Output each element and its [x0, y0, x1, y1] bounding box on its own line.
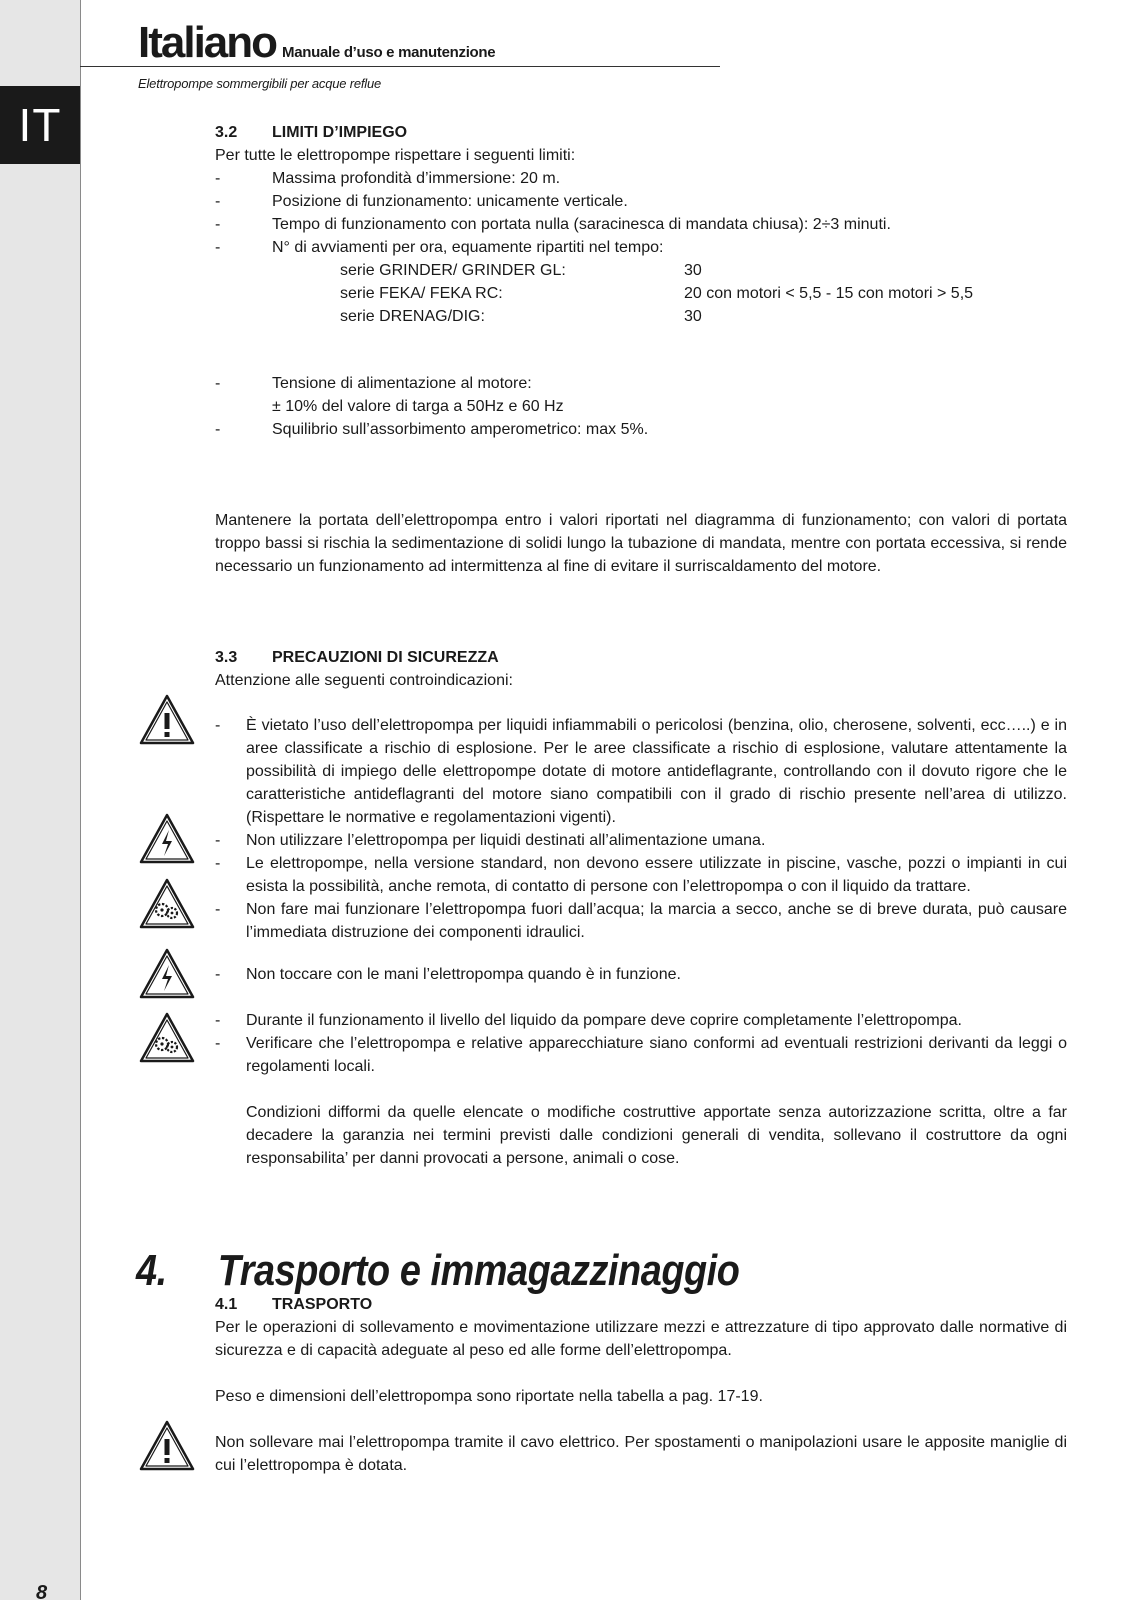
- section-3-3-list-c: [215, 1009, 1067, 1170]
- bullet-dash: -: [215, 855, 221, 872]
- list-item: [215, 714, 1067, 829]
- header-subtitle: Manuale d’uso e manutenzione: [282, 44, 496, 61]
- series-row: [215, 259, 1067, 282]
- list-item-text: Le elettropompe, nella versione standard, non devono essere utilizzate in piscine, vasche, pozzi o impianti in cui esista la possibilità, anche remota, di contatto di persone con l’elettropompa o con il liquido da trattare.: [246, 855, 1067, 895]
- series-value: 20 con motori < 5,5 - 15 con motori > 5,5: [684, 285, 974, 302]
- rotating-parts-icon: [138, 877, 196, 931]
- list-item-text: È vietato l’uso dell’elettropompa per liquidi infiammabili o pericolosi (benzina, olio, cherosene, solventi, ecc…..) e in aree classificate a rischio di esplosione. Per le aree classificate a rischio di esplosione, valutare attentamente la possibilità di impiego delle elettropompe dotate di motore antideflagrante, controllando con il dovuto rigore che le caratteristiche antideflagranti del motore siano compatibili con il grado di rischio presente nell’area di utilizzo. (Rispettare le normative e regolamentazioni vigenti).: [246, 717, 1067, 826]
- bullet-dash: -: [215, 375, 221, 392]
- series-name: serie DRENAG/DIG:: [340, 308, 485, 325]
- series-row: [215, 305, 1067, 328]
- section-title: PRECAUZIONI DI SICUREZZA: [272, 649, 499, 666]
- list-item-text: Posizione di funzionamento: unicamente verticale.: [272, 193, 628, 210]
- list-item-text: Non utilizzare l’elettropompa per liquidi destinati all’alimentazione umana.: [246, 832, 766, 849]
- list-item: [215, 1009, 1067, 1032]
- bullet-dash: -: [215, 421, 221, 438]
- list-item-text: N° di avviamenti per ora, equamente ripartiti nel tempo:: [272, 239, 664, 256]
- bullet-dash: -: [215, 239, 221, 256]
- section-title: TRASPORTO: [272, 1296, 373, 1313]
- bullet-dash: -: [215, 966, 221, 983]
- chapter-title: Trasporto e immagazzinaggio: [217, 1246, 740, 1295]
- list-item: [215, 236, 1067, 259]
- bullet-dash: -: [215, 717, 221, 734]
- header-title-line: [138, 18, 495, 68]
- series-name: serie GRINDER/ GRINDER GL:: [340, 262, 566, 279]
- list-item: [215, 829, 1067, 852]
- body-paragraph: Mantenere la portata dell’elettropompa entro i valori riportati nel diagramma di funzionamento; con valori di portata troppo bassi si rischia la sedimentazione di solidi lungo la tubazione di mandata, mentre con portata eccessiva, si rende necessario un funzionamento ad intermittenza al fine di evitare il surriscaldamento del motore.: [215, 512, 1067, 575]
- section-3-3: [215, 646, 1067, 692]
- section-3-3-list: [215, 714, 1067, 944]
- list-item-text: Non toccare con le mani l’elettropompa quando è in funzione.: [246, 966, 681, 983]
- warning-icon: [138, 1419, 196, 1473]
- section-4-1: [215, 1293, 1067, 1477]
- rotating-parts-icon: [138, 1011, 196, 1065]
- warning-icon: [138, 693, 196, 747]
- section-heading: [215, 1293, 1067, 1316]
- body-paragraph: Peso e dimensioni dell’elettropompa sono riportate nella tabella a pag. 17-19.: [215, 1388, 763, 1405]
- section-3-2-paragraph: [215, 509, 1067, 578]
- closing-paragraph: Condizioni difformi da quelle elencate o modifiche costruttive apportate senza autorizzazione scritta, oltre a far decadere la garanzia nei termini previsti dalle condizioni generali di vendita, sollevano il costruttore da ogni responsabilita’ per danni provocati a persone, animali o cose.: [246, 1104, 1067, 1167]
- list-item-text: Durante il funzionamento il livello del liquido da pompare deve coprire completamente l’elettropompa.: [246, 1012, 962, 1029]
- header-title: Italiano: [138, 18, 277, 67]
- series-name: serie FEKA/ FEKA RC:: [340, 285, 503, 302]
- list-item-text: Massima profondità d’immersione: 20 m.: [272, 170, 561, 187]
- series-value: 30: [684, 308, 702, 325]
- electrical-hazard-icon: [138, 947, 196, 1001]
- list-item: [215, 1032, 1067, 1078]
- chapter-heading: [136, 1246, 739, 1296]
- list-item: [215, 167, 1067, 190]
- list-item-text: Squilibrio sull’assorbimento amperometrico: max 5%.: [272, 421, 649, 438]
- language-tab: IT: [0, 86, 80, 164]
- section-3-2: [215, 121, 1067, 328]
- section-number: 4.1: [215, 1296, 238, 1313]
- bullet-dash: -: [215, 1035, 221, 1052]
- bullet-dash: -: [215, 170, 221, 187]
- list-item: [215, 852, 1067, 898]
- section-3-3-list-b: [215, 963, 1067, 986]
- electrical-hazard-icon: [138, 812, 196, 866]
- section-title: LIMITI D’IMPIEGO: [272, 124, 408, 141]
- series-value: 30: [684, 262, 702, 279]
- list-item: [215, 190, 1067, 213]
- list-item-text: Tempo di funzionamento con portata nulla (saracinesca di mandata chiusa): 2÷3 minuti.: [272, 216, 891, 233]
- section-number: 3.3: [215, 649, 238, 666]
- list-item: [215, 372, 1067, 395]
- list-item: [215, 418, 1067, 441]
- list-item-text: Tensione di alimentazione al motore:: [272, 375, 532, 392]
- voltage-detail: ± 10% del valore di targa a 50Hz e 60 Hz: [272, 398, 564, 415]
- bullet-dash: -: [215, 1012, 221, 1029]
- header-rule: [80, 66, 720, 67]
- section-intro: Attenzione alle seguenti controindicazioni:: [215, 672, 513, 689]
- body-paragraph: Non sollevare mai l’elettropompa tramite il cavo elettrico. Per spostamenti o manipolazioni usare le apposite maniglie di cui l’elettropompa è dotata.: [215, 1434, 1067, 1474]
- header-tagline: Elettropompe sommergibili per acque reflue: [138, 76, 382, 91]
- bullet-dash: -: [215, 193, 221, 210]
- section-heading: [215, 121, 1067, 144]
- page-number: 8: [36, 1582, 48, 1604]
- body-paragraph: Per le operazioni di sollevamento e movimentazione utilizzare mezzi e attrezzature di tipo approvato dalle normative di sicurezza e di capacità adeguate al peso ed alle forme dell’elettropompa.: [215, 1319, 1067, 1359]
- list-item-text: Non fare mai funzionare l’elettropompa fuori dall’acqua; la marcia a secco, anche se di breve durata, può causare l’immediata distruzione dei componenti idraulici.: [246, 901, 1067, 941]
- side-strip: [0, 0, 81, 1600]
- chapter-number: 4.: [136, 1246, 167, 1295]
- section-number: 3.2: [215, 124, 238, 141]
- section-3-2-power: [215, 372, 1067, 441]
- list-item: [215, 963, 1067, 986]
- list-item: [215, 898, 1067, 944]
- section-intro: Per tutte le elettropompe rispettare i seguenti limiti:: [215, 147, 576, 164]
- series-row: [215, 282, 1067, 305]
- section-heading: [215, 646, 1067, 669]
- bullet-dash: -: [215, 901, 221, 918]
- bullet-dash: -: [215, 832, 221, 849]
- bullet-dash: -: [215, 216, 221, 233]
- list-item-text: Verificare che l’elettropompa e relative apparecchiature siano conformi ad eventuali restrizioni derivanti da leggi o regolamenti locali.: [246, 1035, 1067, 1075]
- list-item: [215, 213, 1067, 236]
